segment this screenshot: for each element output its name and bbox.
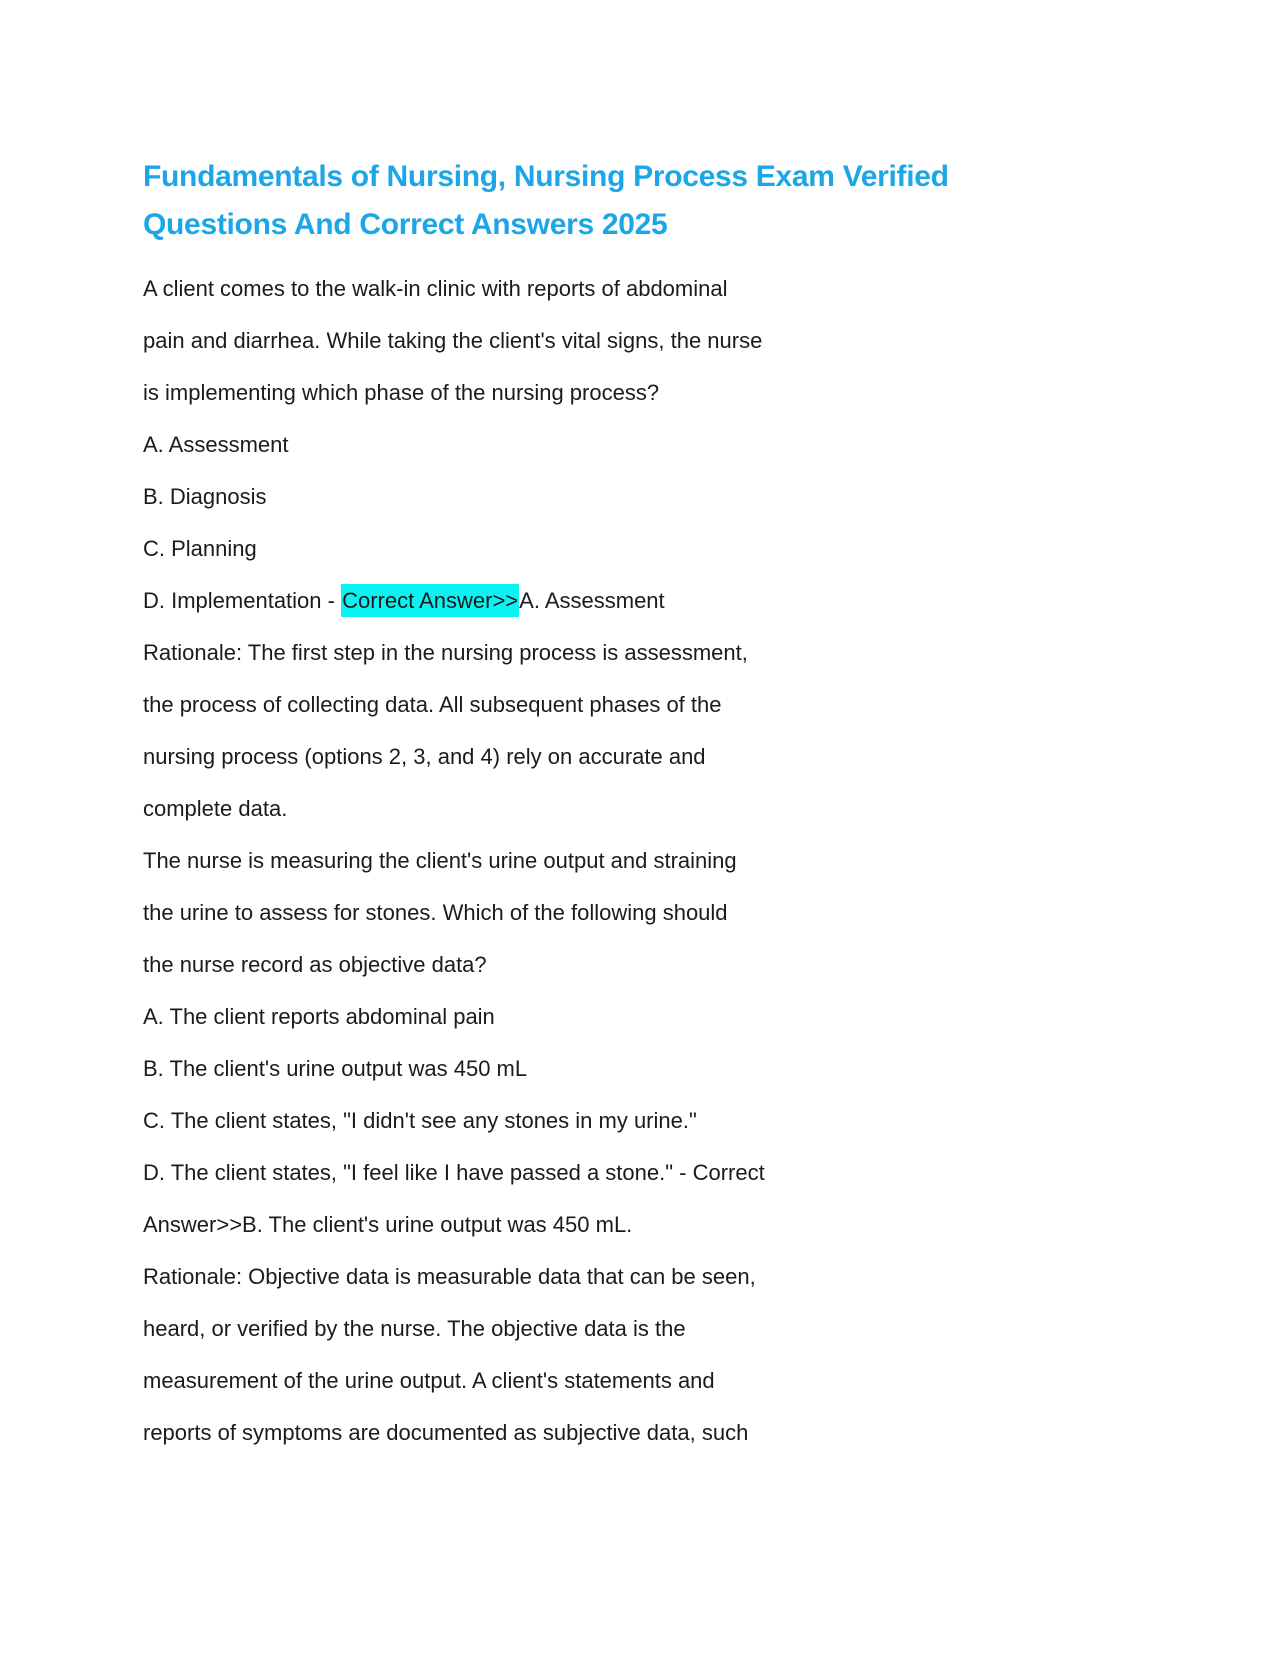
text-segment: Rationale: The first step in the nursing process is assessment, <box>143 640 748 665</box>
doc-line <box>143 419 1180 471</box>
text-segment: D. Implementation - <box>143 588 342 613</box>
doc-line <box>143 1355 1180 1407</box>
doc-line <box>143 471 1180 523</box>
doc-line <box>143 263 1180 315</box>
doc-line <box>143 1043 1180 1095</box>
text-segment: is implementing which phase of the nursing process? <box>143 380 660 405</box>
doc-line <box>143 939 1180 991</box>
doc-line <box>143 1407 1180 1459</box>
text-segment: C. The client states, "I didn't see any stones in my urine." <box>143 1108 697 1133</box>
text-segment: D. The client states, "I feel like I have passed a stone." - Correct <box>143 1160 765 1185</box>
page-title-line-1: Fundamentals of Nursing, Nursing Process Exam Verified <box>143 160 949 193</box>
doc-line <box>143 835 1180 887</box>
text-segment: pain and diarrhea. While taking the client's vital signs, the nurse <box>143 328 763 353</box>
doc-line <box>143 523 1180 575</box>
text-segment: A. Assessment <box>143 432 289 457</box>
document-body <box>143 263 1180 1459</box>
doc-line <box>143 575 1180 627</box>
doc-line <box>143 887 1180 939</box>
text-segment: measurement of the urine output. A client's statements and <box>143 1368 715 1393</box>
text-segment: A client comes to the walk-in clinic with reports of abdominal <box>143 276 728 301</box>
text-segment: B. The client's urine output was 450 mL <box>143 1056 528 1081</box>
text-segment: B. Diagnosis <box>143 484 267 509</box>
text-segment: nursing process (options 2, 3, and 4) rely on accurate and <box>143 744 706 769</box>
text-segment: A. Assessment <box>519 588 665 613</box>
text-segment: A. The client reports abdominal pain <box>143 1004 495 1029</box>
doc-line <box>143 1095 1180 1147</box>
text-segment: the urine to assess for stones. Which of the following should <box>143 900 728 925</box>
doc-line <box>143 1303 1180 1355</box>
doc-line <box>143 315 1180 367</box>
doc-line <box>143 991 1180 1043</box>
doc-line <box>143 367 1180 419</box>
doc-line <box>143 627 1180 679</box>
text-segment: C. Planning <box>143 536 257 561</box>
text-segment: heard, or verified by the nurse. The objective data is the <box>143 1316 686 1341</box>
text-segment: Answer>>B. The client's urine output was 450 mL. <box>143 1212 633 1237</box>
highlighted-correct-answer: Correct Answer>> <box>341 584 519 617</box>
page-title <box>143 153 1180 249</box>
doc-line <box>143 679 1180 731</box>
page-title-line-2: Questions And Correct Answers 2025 <box>143 208 668 241</box>
text-segment: Rationale: Objective data is measurable data that can be seen, <box>143 1264 756 1289</box>
doc-line <box>143 731 1180 783</box>
doc-line <box>143 1251 1180 1303</box>
doc-line <box>143 1199 1180 1251</box>
text-segment: reports of symptoms are documented as subjective data, such <box>143 1420 749 1445</box>
text-segment: the process of collecting data. All subsequent phases of the <box>143 692 722 717</box>
doc-line <box>143 783 1180 835</box>
doc-line <box>143 1147 1180 1199</box>
text-segment: complete data. <box>143 796 288 821</box>
text-segment: The nurse is measuring the client's urine output and straining <box>143 848 737 873</box>
text-segment: the nurse record as objective data? <box>143 952 487 977</box>
